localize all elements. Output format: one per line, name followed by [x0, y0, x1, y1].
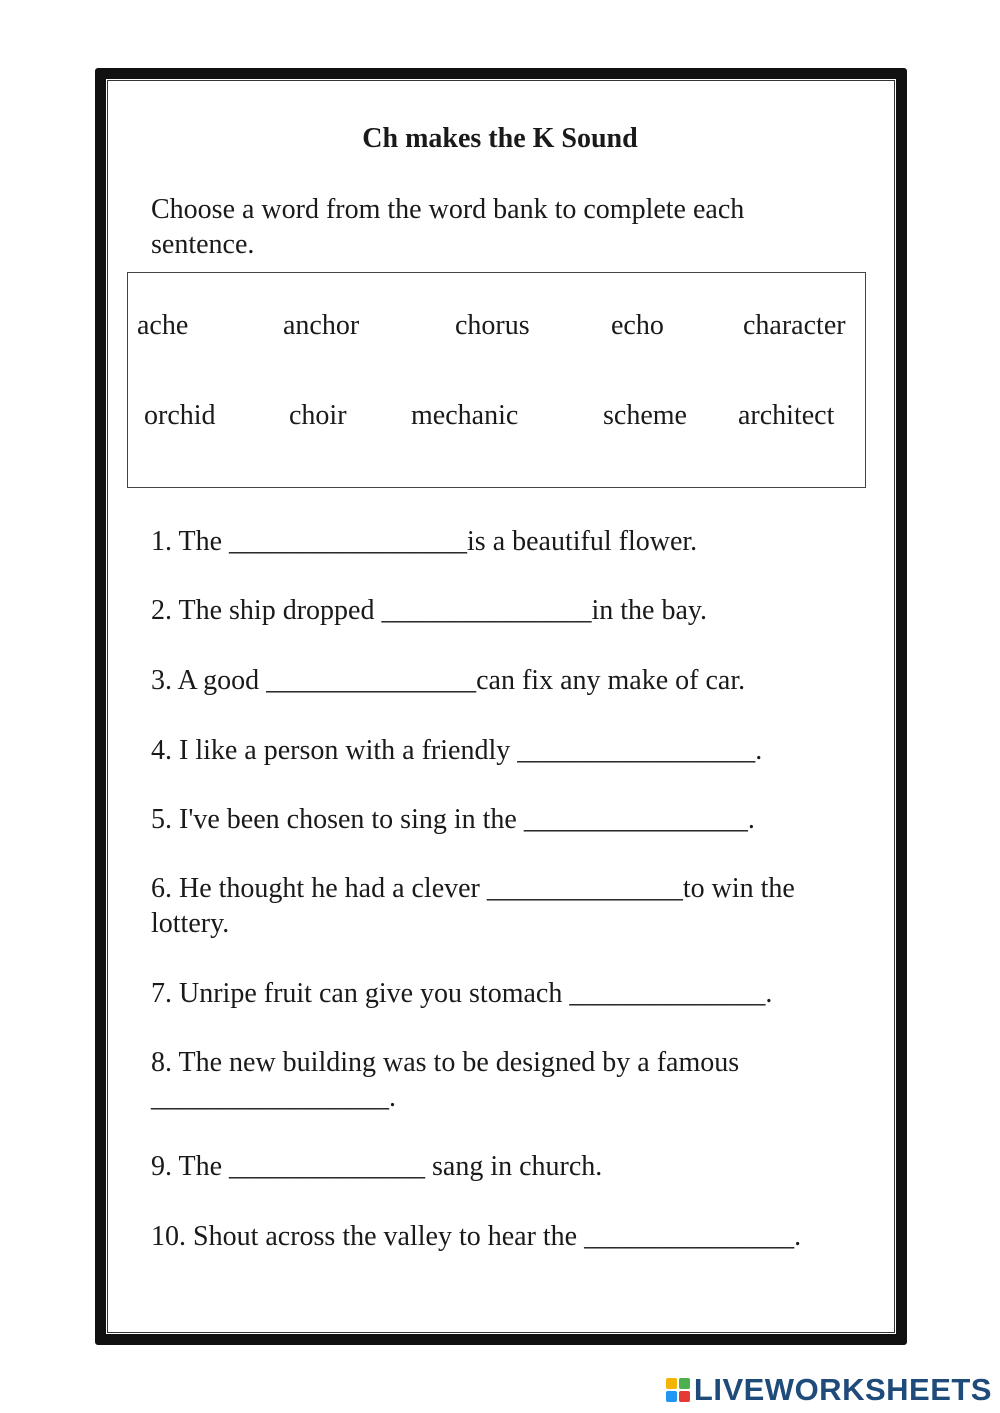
question-4: 4. I like a person with a friendly _________________.: [151, 735, 763, 766]
question-3: 3. A good _______________can fix any make of car.: [151, 665, 746, 696]
question-5: 5. I've been chosen to sing in the ________________.: [151, 804, 755, 835]
word-bank-box: [127, 272, 866, 488]
word-bank-item: orchid: [144, 400, 216, 431]
question-10: 10. Shout across the valley to hear the _______________.: [151, 1221, 802, 1252]
logo-text: LIVEWORKSHEETS: [693, 1372, 992, 1407]
worksheet-title: Ch makes the K Sound: [362, 123, 638, 154]
question-7: 7. Unripe fruit can give you stomach ______________.: [151, 978, 773, 1009]
word-bank-item: choir: [289, 400, 347, 431]
word-bank-item: architect: [738, 400, 835, 431]
question-1: 1. The _________________is a beautiful flower.: [151, 526, 698, 557]
question-8: 8. The new building was to be designed by a famous _________________.: [151, 1047, 747, 1113]
word-bank-item: character: [743, 310, 846, 341]
liveworksheets-logo: [666, 1373, 992, 1407]
word-bank-item: chorus: [455, 310, 530, 341]
word-bank-item: mechanic: [411, 400, 519, 431]
word-bank-item: ache: [137, 310, 189, 341]
word-bank-item: anchor: [283, 310, 360, 341]
instructions-text: Choose a word from the word bank to complete each sentence.: [151, 194, 745, 260]
worksheet-inner-border: [107, 80, 895, 1333]
word-bank-item: echo: [611, 310, 664, 341]
question-2: 2. The ship dropped _______________in the bay.: [151, 595, 708, 626]
question-9: 9. The ______________ sang in church.: [151, 1151, 603, 1182]
word-bank-item: scheme: [603, 400, 687, 431]
question-6: 6. He thought he had a clever ______________to win the lottery.: [151, 873, 802, 939]
logo-grid-icon: [666, 1378, 690, 1402]
